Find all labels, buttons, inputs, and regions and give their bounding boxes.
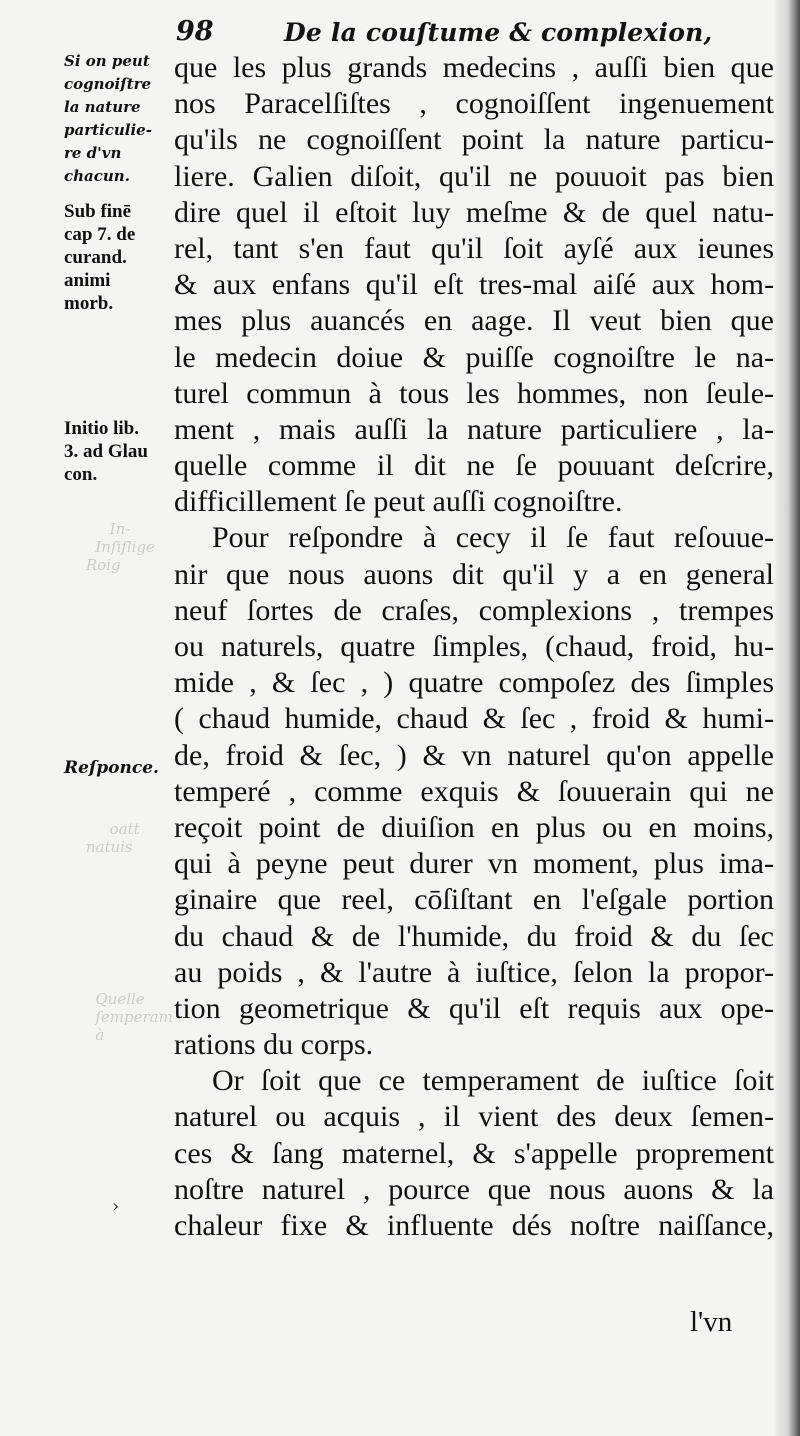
text-line: rel, tant s'en faut qu'il ſoit ayſé aux ieunes bbox=[174, 231, 774, 265]
margin-note-reference-animi bbox=[64, 200, 176, 315]
text-line: quelle comme il dit ne ſe pouuant deſcrire, bbox=[174, 449, 774, 483]
text-line: liere. Galien diſoit, qu'il ne pouuoit pas bien bbox=[174, 159, 774, 193]
text-line-paragraph-start: Pour reſpondre à cecy il ſe faut reſouue- bbox=[212, 521, 774, 555]
margin-note-line: Si on peut bbox=[64, 52, 150, 70]
text-line: & aux enfans qu'il eſt tres-mal aiſé aux hom- bbox=[174, 268, 774, 302]
text-line: ( chaud humide, chaud & ſec , froid & humi- bbox=[174, 702, 774, 736]
text-line: ginaire que reel, cōſiſtant en l'eſgale portion bbox=[174, 883, 774, 917]
text-line: au poids , & l'autre à iuſtice, ſelon la propor- bbox=[174, 955, 774, 989]
main-text-column bbox=[174, 50, 774, 1244]
margin-note-line: Initio lib. bbox=[64, 418, 139, 439]
text-line: temperé , comme exquis & ſouuerain qui ne bbox=[174, 774, 774, 808]
text-line: le medecin doiue & puiſſe cognoiſtre le na- bbox=[174, 340, 774, 374]
text-line: tion geometrique & qu'il eſt requis aux ope- bbox=[174, 991, 774, 1025]
text-line: mide , & ſec , ) quatre compoſez des ſimples bbox=[174, 666, 774, 700]
text-line: de, froid & ſec, ) & vn naturel qu'on appelle bbox=[174, 738, 774, 772]
margin-note-reference-glaucon bbox=[64, 417, 176, 486]
page-number: 98 bbox=[176, 16, 214, 47]
margin-note-line: animi bbox=[64, 270, 111, 291]
margin-note-line: re d'vn bbox=[64, 144, 122, 162]
margin-note-line: la nature bbox=[64, 98, 141, 116]
running-title: De la couſtume & complexion, bbox=[284, 18, 713, 47]
text-line: ou naturels, quatre ſimples, (chaud, froid, hu- bbox=[174, 630, 774, 663]
catchword: l'vn bbox=[690, 1306, 733, 1338]
bleed-through-text: In- Inſiſlige Roig bbox=[85, 520, 155, 574]
text-line: mes plus auancés en aage. Il veut bien que bbox=[174, 304, 774, 338]
margin-note-line: con. bbox=[64, 464, 98, 485]
text-line: turel commun à tous les hommes, non ſeule- bbox=[174, 376, 774, 410]
text-line: difficillement ſe peut auſſi cognoiſtre. bbox=[174, 485, 623, 519]
page-header bbox=[176, 14, 766, 50]
margin-note-line: cap 7. de bbox=[64, 224, 136, 245]
text-line: reçoit point de diuiſion en plus ou en moins, bbox=[174, 810, 774, 844]
margin-note-line: 3. ad Glau bbox=[64, 441, 148, 462]
text-line: ces & ſang maternel, & s'appelle proprement bbox=[174, 1136, 774, 1170]
margin-note-cognoistre bbox=[64, 50, 176, 188]
margin-note-line: particulie- bbox=[64, 121, 152, 139]
text-line: naturel ou acquis , il vient des deux ſemen- bbox=[174, 1100, 774, 1134]
text-line: nir que nous auons dit qu'il y a en general bbox=[174, 557, 774, 591]
text-line: qui à peyne peut durer vn moment, plus ima- bbox=[174, 847, 774, 881]
bleed-through-text: Quelle ſemperam à bbox=[95, 990, 173, 1044]
text-line: noſtre naturel , pource que nous auons & la bbox=[174, 1172, 774, 1206]
text-line: ment , mais auſſi la nature particuliere , la- bbox=[174, 412, 774, 446]
margin-note-responce bbox=[64, 757, 176, 780]
text-line: que les plus grands medecins , auſſi bien que bbox=[174, 51, 774, 84]
bleed-through-text: oatt natuis bbox=[85, 820, 140, 856]
text-line: dire quel il eſtoit luy meſme & de quel natu- bbox=[174, 195, 774, 229]
margin-note-line: Sub finē bbox=[64, 201, 132, 222]
margin-note-line: curand. bbox=[64, 247, 127, 268]
text-line: neuf ſortes de craſes, complexions , trempes bbox=[174, 593, 774, 627]
margin-note-line: morb. bbox=[64, 293, 114, 314]
margin-note-line: chacun. bbox=[64, 167, 130, 185]
text-line: chaleur fixe & influente dés noſtre naiſſance, bbox=[174, 1209, 774, 1242]
text-line: rations du corps. bbox=[174, 1028, 374, 1062]
margin-note-line: cognoiſtre bbox=[64, 75, 152, 93]
text-line: nos Paracelſiſtes , cognoiſſent ingenuement bbox=[174, 87, 774, 121]
text-line: du chaud & de l'humide, du froid & du ſec bbox=[174, 919, 774, 953]
page-edge-shadow bbox=[774, 0, 800, 1436]
stray-ink-mark: › bbox=[112, 1196, 120, 1217]
text-line: qu'ils ne cognoiſſent point la nature particu- bbox=[174, 123, 774, 157]
margin-note-line: Reſponce. bbox=[64, 758, 159, 778]
text-line-paragraph-start: Or ſoit que ce temperament de iuſtice ſoit bbox=[212, 1064, 774, 1098]
